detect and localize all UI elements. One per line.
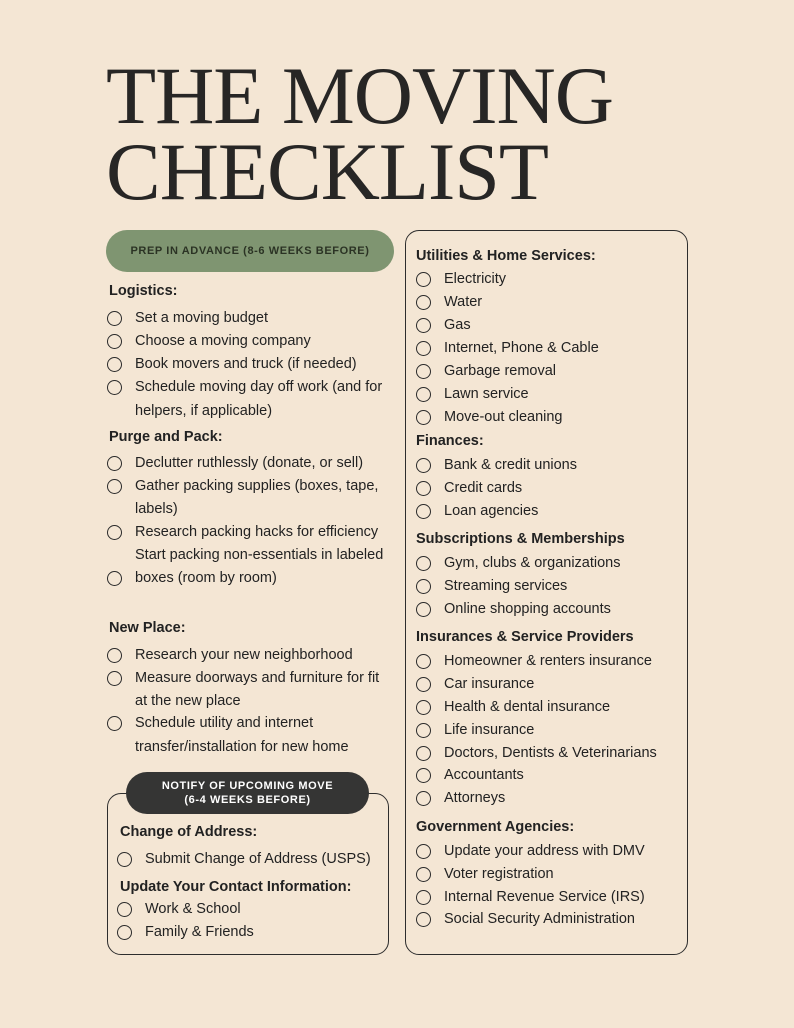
new-place-heading: New Place: [109,620,186,636]
checkbox-circle[interactable] [107,571,122,586]
checklist-item: Garbage removal [444,363,557,379]
checkbox-circle[interactable] [416,504,431,519]
checklist-item: Electricity [444,271,507,287]
checkbox-circle[interactable] [416,387,431,402]
checklist-item: Declutter ruthlessly (donate, or sell) [135,455,364,471]
checkbox-circle[interactable] [416,746,431,761]
checkbox-circle[interactable] [107,380,122,395]
checklist-item: Doctors, Dentists & Veterinarians [444,745,657,761]
checkbox-circle[interactable] [416,341,431,356]
checklist-item: Water [444,294,483,310]
checklist-item: Gym, clubs & organizations [444,555,621,571]
checklist-item: Schedule utility and internet [135,715,314,731]
checklist-item: boxes (room by room) [135,570,277,586]
checkbox-circle[interactable] [107,357,122,372]
checkbox-circle[interactable] [107,311,122,326]
page-title [106,50,613,217]
checkbox-circle[interactable] [416,481,431,496]
checklist-item: Update your address with DMV [444,843,645,859]
checklist-item: Attorneys [444,790,506,806]
checklist-item: Internal Revenue Service (IRS) [444,889,645,905]
checklist-item: Online shopping accounts [444,601,611,617]
title-line-2: CHECKLIST [106,126,548,217]
notify-badge [126,772,369,814]
checkbox-circle[interactable] [107,456,122,471]
change-address-heading: Change of Address: [120,824,258,840]
checkbox-circle[interactable] [416,458,431,473]
checkbox-circle[interactable] [107,648,122,663]
checkbox-circle[interactable] [416,272,431,287]
checklist-item: Schedule moving day off work (and for [135,379,383,395]
checklist-item: Submit Change of Address (USPS) [145,851,371,867]
checkbox-circle[interactable] [416,677,431,692]
checklist-item: Gas [444,317,471,333]
government-heading: Government Agencies: [416,819,575,835]
checklist-item: Work & School [145,901,241,917]
checkbox-circle[interactable] [416,912,431,927]
checkbox-circle[interactable] [117,902,132,917]
checkbox-circle[interactable] [416,844,431,859]
checklist-item-continued: helpers, if applicable) [135,403,273,419]
checkbox-circle[interactable] [416,890,431,905]
logistics-heading: Logistics: [109,283,178,299]
checklist-item: Internet, Phone & Cable [444,340,599,356]
checklist-item: Social Security Administration [444,911,635,927]
checkbox-circle[interactable] [416,579,431,594]
checklist-item-continued: labels) [135,501,178,517]
subscriptions-heading: Subscriptions & Memberships [416,531,625,547]
checkbox-circle[interactable] [416,295,431,310]
checkbox-circle[interactable] [416,654,431,669]
checkbox-circle[interactable] [107,671,122,686]
checklist-item: Streaming services [444,578,568,594]
checkbox-circle[interactable] [107,716,122,731]
checkbox-circle[interactable] [416,723,431,738]
checklist-item-continued: transfer/installation for new home [135,739,349,755]
checkbox-circle[interactable] [416,602,431,617]
checkbox-circle[interactable] [107,525,122,540]
checklist-item: Choose a moving company [135,333,311,349]
checklist-item: Research packing hacks for efficiency [135,524,379,540]
checklist-item: Set a moving budget [135,310,269,326]
contact-info-heading: Update Your Contact Information: [120,879,352,895]
checklist-item-continued: at the new place [135,693,241,709]
checklist-item: Book movers and truck (if needed) [135,356,357,372]
checklist-item: Measure doorways and furniture for fit [135,670,380,686]
checkbox-circle[interactable] [107,479,122,494]
title-line-1: THE MOVING [106,50,613,141]
checkbox-circle[interactable] [416,556,431,571]
checkbox-circle[interactable] [416,700,431,715]
checklist-item: Loan agencies [444,503,539,519]
checkbox-circle[interactable] [416,410,431,425]
insurances-heading: Insurances & Service Providers [416,629,634,645]
prep-in-advance-badge: PREP IN ADVANCE (8-6 WEEKS BEFORE) [106,230,394,272]
finances-heading: Finances: [416,433,484,449]
checkbox-circle[interactable] [416,318,431,333]
checklist-item: Health & dental insurance [444,699,611,715]
checklist-item: Life insurance [444,722,535,738]
checklist-item: Gather packing supplies (boxes, tape, [135,478,379,494]
purge-pack-heading: Purge and Pack: [109,429,223,445]
checklist-item: Lawn service [444,386,529,402]
checklist-item-continued: Start packing non-essentials in labeled [135,547,384,563]
checklist-item: Accountants [444,767,524,783]
checklist-item: Homeowner & renters insurance [444,653,652,669]
checkbox-circle[interactable] [117,852,132,867]
checklist-item: Move-out cleaning [444,409,563,425]
checkbox-circle[interactable] [107,334,122,349]
utilities-heading: Utilities & Home Services: [416,248,596,264]
checklist-item: Credit cards [444,480,523,496]
checklist-item: Car insurance [444,676,535,692]
checklist-item: Research your new neighborhood [135,647,353,663]
checkbox-circle[interactable] [416,364,431,379]
checkbox-circle[interactable] [416,867,431,882]
checkbox-circle[interactable] [416,791,431,806]
checkbox-circle[interactable] [416,768,431,783]
checkbox-circle[interactable] [117,925,132,940]
notify-badge-line-2: (6-4 WEEKS BEFORE) [184,794,311,806]
checklist-item: Family & Friends [145,924,254,940]
checklist-item: Bank & credit unions [444,457,577,473]
checklist-item: Voter registration [444,866,554,882]
notify-badge-line-1: NOTIFY OF UPCOMING MOVE [161,780,334,792]
